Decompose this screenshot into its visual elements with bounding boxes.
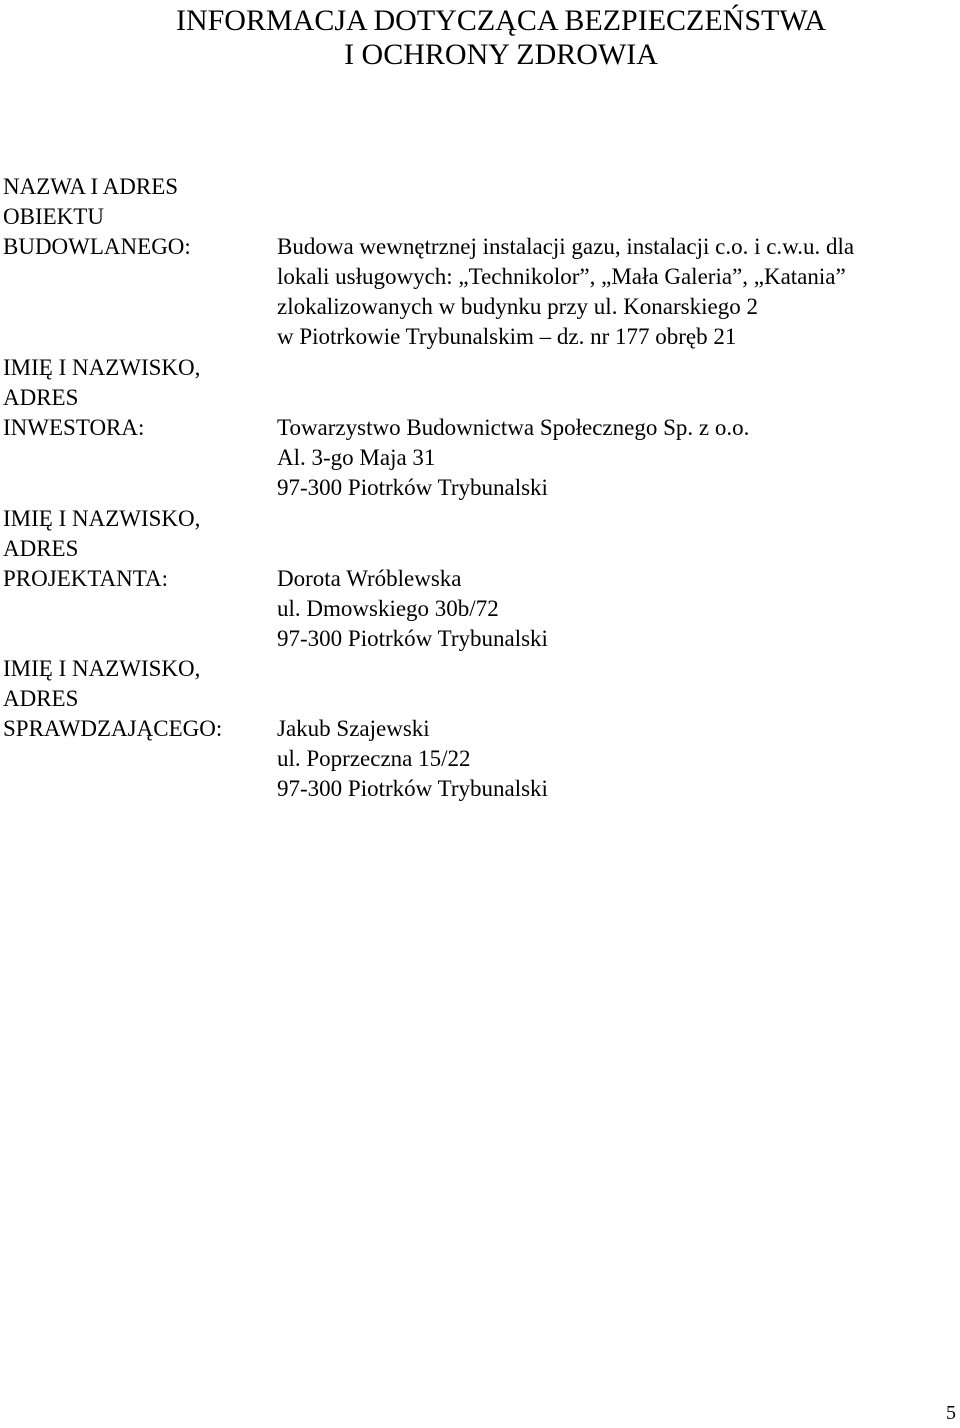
field-label [3, 172, 273, 262]
label-line: IMIĘ I NAZWISKO, [3, 355, 201, 380]
value-line: ul. Dmowskiego 30b/72 [277, 596, 499, 621]
label-line: BUDOWLANEGO: [3, 234, 191, 259]
label-line: OBIEKTU [3, 204, 104, 229]
label-line: IMIĘ I NAZWISKO, [3, 506, 201, 531]
document-title [0, 4, 960, 72]
label-line: SPRAWDZAJĄCEGO: [3, 716, 223, 741]
value-line: zlokalizowanych w budynku przy ul. Konarskiego 2 [277, 294, 758, 319]
value-line: Towarzystwo Budownictwa Społecznego Sp. z o.o. [277, 415, 750, 440]
value-line: Jakub Szajewski [277, 716, 430, 741]
value-line: Budowa wewnętrznej instalacji gazu, instalacji c.o. i c.w.u. dla [277, 234, 855, 259]
value-line: 97-300 Piotrków Trybunalski [277, 475, 548, 500]
title-line: INFORMACJA DOTYCZĄCA BEZPIECZEŃSTWA [175, 4, 827, 37]
field-value [277, 714, 957, 804]
label-line: IMIĘ I NAZWISKO, [3, 656, 201, 681]
value-line: lokali usługowych: „Technikolor”, „Mała Galeria”, „Katania” [277, 264, 846, 289]
field-value [277, 232, 957, 352]
value-line: w Piotrkowie Trybunalskim – dz. nr 177 obręb 21 [277, 324, 737, 349]
label-line: NAZWA I ADRES [3, 174, 179, 199]
value-line: 97-300 Piotrków Trybunalski [277, 776, 548, 801]
label-line: PROJEKTANTA: [3, 566, 168, 591]
field-label [3, 504, 273, 594]
value-line: ul. Poprzeczna 15/22 [277, 746, 471, 771]
page-number: 5 [946, 1402, 956, 1424]
label-line: ADRES [3, 686, 79, 711]
label-line: INWESTORA: [3, 415, 145, 440]
value-line: Al. 3-go Maja 31 [277, 445, 436, 470]
field-label [3, 353, 273, 443]
field-value [277, 564, 957, 654]
label-line: ADRES [3, 536, 79, 561]
value-line: 97-300 Piotrków Trybunalski [277, 626, 548, 651]
label-line: ADRES [3, 385, 79, 410]
title-line: I OCHRONY ZDROWIA [344, 38, 658, 71]
field-value [277, 413, 957, 503]
field-label [3, 654, 273, 744]
value-line: Dorota Wróblewska [277, 566, 462, 591]
